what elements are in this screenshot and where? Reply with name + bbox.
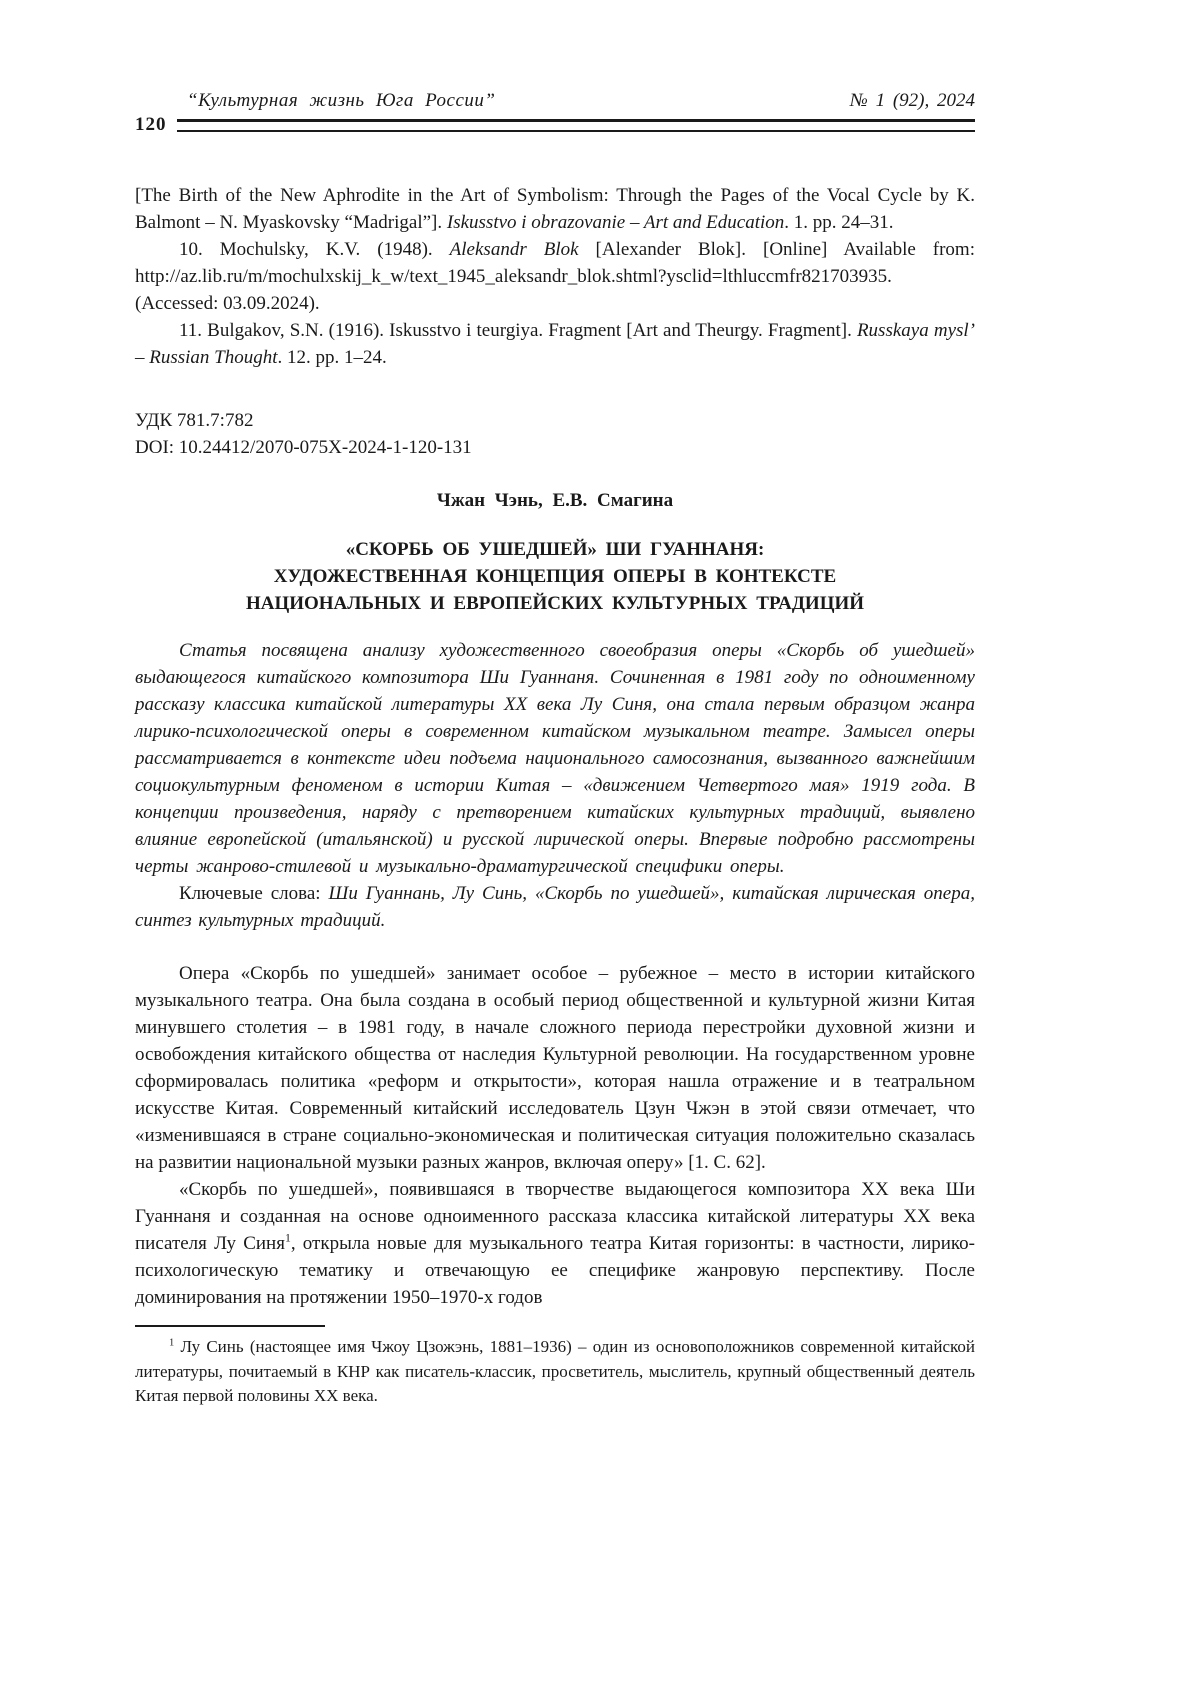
text-run: Опера «Скорбь по ушедшей» занимает особое – рубежное – место в истории китайского музыкального театра. Она была создана в особый период общественной и культурной жизни Китая минувшего столетия – в 1981 году, в начале сложного периода перестройки духовной жизни и освобождения китайского общества от наследия Культурной революции. На государственном уровне сформировалась политика «реформ и открытости», которая нашла отражение и в театральном искусстве Китая. Современный китайский исследователь Цзун Чжэн в этой связи отмечает, что «изменившаяся в стране социально-экономическая и политическая ситуация положительно сказалась на развитии национальной музыки разных жанров, включая оперу» [1. С. 62]. xyxy=(135,963,975,1173)
page-header xyxy=(135,90,975,136)
text-run: Russkaya mysl’ – Russian Thought xyxy=(135,320,975,368)
text-run: [Alexander Blok]. [Online] Available from: http://az.lib.ru/m/mochulxskij_k_w/text_1945_aleksandr_blok.shtml?ysclid=lthluccmfr821703935. (Accessed: 03.09.2024). xyxy=(135,239,975,314)
text-run: УДК 781.7:782 xyxy=(135,410,254,431)
running-head xyxy=(135,90,975,112)
text-run: Статья посвящена анализу художественного своеобразия оперы «Скорбь об ушедшей» выдающегося китайского композитора Ши Гуаннаня. Сочиненная в 1981 году по одноименному рассказу классика китайской литературы XX века Лу Синя, она стала первым образцом жанра лирико-психологической оперы в современном китайском музыкальном театре. Замысел оперы рассматривается в контексте идеи подъема национального самосознания, вызванного важнейшим социокультурным феноменом в истории Китая – «движением Четвертого мая» 1919 года. В концепции произведения, наряду с претворением китайских культурных традиций, выявлено влияние европейской (итальянской) и русской лирической оперы. Впервые подробно рассмотрены черты жанрово-стилевой и музыкально-драматургической специфики оперы. xyxy=(135,640,975,877)
header-rule-row xyxy=(135,114,975,136)
reference-11 xyxy=(135,317,975,371)
abstract xyxy=(135,637,975,880)
page-number: 120 xyxy=(135,114,167,135)
text-run: Ключевые слова: xyxy=(179,883,329,904)
journal-title: “Культурная жизнь Юга России” xyxy=(187,90,496,111)
text-run: [The Birth of the New Aphrodite in the Art of Symbolism: Through the Pages of the Vocal Cycle by K. Balmont – N. Myaskovsky “Madrigal”]. xyxy=(135,185,975,233)
text-run: Чжан Чэнь, Е.В. Смагина xyxy=(436,490,674,511)
text-run: Лу Синь (настоящее имя Чжоу Цзожэнь, 1881–1936) – один из основоположников современной китайской литературы, почитаемый в КНР как писатель-классик, просветитель, мыслитель, крупный общественный деятель Китая первой половины XX века. xyxy=(135,1337,975,1405)
keywords xyxy=(135,880,975,934)
reference-10 xyxy=(135,236,975,317)
text-run: Aleksandr Blok xyxy=(449,239,579,260)
text-run: . 1. pp. 24–31. xyxy=(784,212,894,233)
body-paragraph-2 xyxy=(135,1176,975,1311)
footnote-1 xyxy=(135,1335,975,1409)
reference-continued xyxy=(135,182,975,236)
issue-number: № 1 (92), 2024 xyxy=(849,90,975,111)
footnote-marker: 1 xyxy=(284,1231,291,1245)
text-run: 11. Bulgakov, S.N. (1916). Iskusstvo i teurgiya. Fragment [Art and Theurgy. Fragment]. xyxy=(179,320,857,341)
udc-number xyxy=(135,407,975,434)
text-run: , открыла новые для музыкального театра Китая горизонты: в частности, лирико-психологическую тематику и отвечающую ее специфике жанровую перспективу. После доминирования на протяжении 1950–1970-х годов xyxy=(135,1233,976,1308)
page-content xyxy=(135,90,975,1409)
footnote-separator xyxy=(135,1325,325,1327)
text-run: Iskusstvo i obrazovanie – Art and Education xyxy=(446,212,785,233)
header-rule xyxy=(177,119,976,132)
footnote-marker: 1 xyxy=(169,1337,175,1349)
text-run: ХУДОЖЕСТВЕННАЯ КОНЦЕПЦИЯ ОПЕРЫ В КОНТЕКСТЕ xyxy=(273,566,837,587)
body-paragraph-1 xyxy=(135,960,975,1176)
text-run: Ши Гуаннань, Лу Синь, «Скорбь по ушедшей», китайская лирическая опера, синтез культурных традиций. xyxy=(135,883,975,931)
text-run: DOI: 10.24412/2070-075X-2024-1-120-131 xyxy=(135,437,472,458)
text-run: НАЦИОНАЛЬНЫХ И ЕВРОПЕЙСКИХ КУЛЬТУРНЫХ ТРАДИЦИЙ xyxy=(245,593,865,614)
text-run: . 12. pp. 1–24. xyxy=(277,347,387,368)
authors xyxy=(135,487,975,514)
article-title xyxy=(135,536,975,617)
text-run: 10. Mochulsky, K.V. (1948). xyxy=(179,239,450,260)
text-run: «Скорбь по ушедшей», появившаяся в творчестве выдающегося композитора XX века Ши Гуаннаня и созданная на основе одноименного рассказа классика китайской литературы XX века писателя Лу Синя xyxy=(135,1179,975,1254)
doi-number xyxy=(135,434,975,461)
text-run: «СКОРБЬ ОБ УШЕДШЕЙ» ШИ ГУАННАНЯ: xyxy=(345,539,765,560)
document-body xyxy=(135,182,975,1409)
